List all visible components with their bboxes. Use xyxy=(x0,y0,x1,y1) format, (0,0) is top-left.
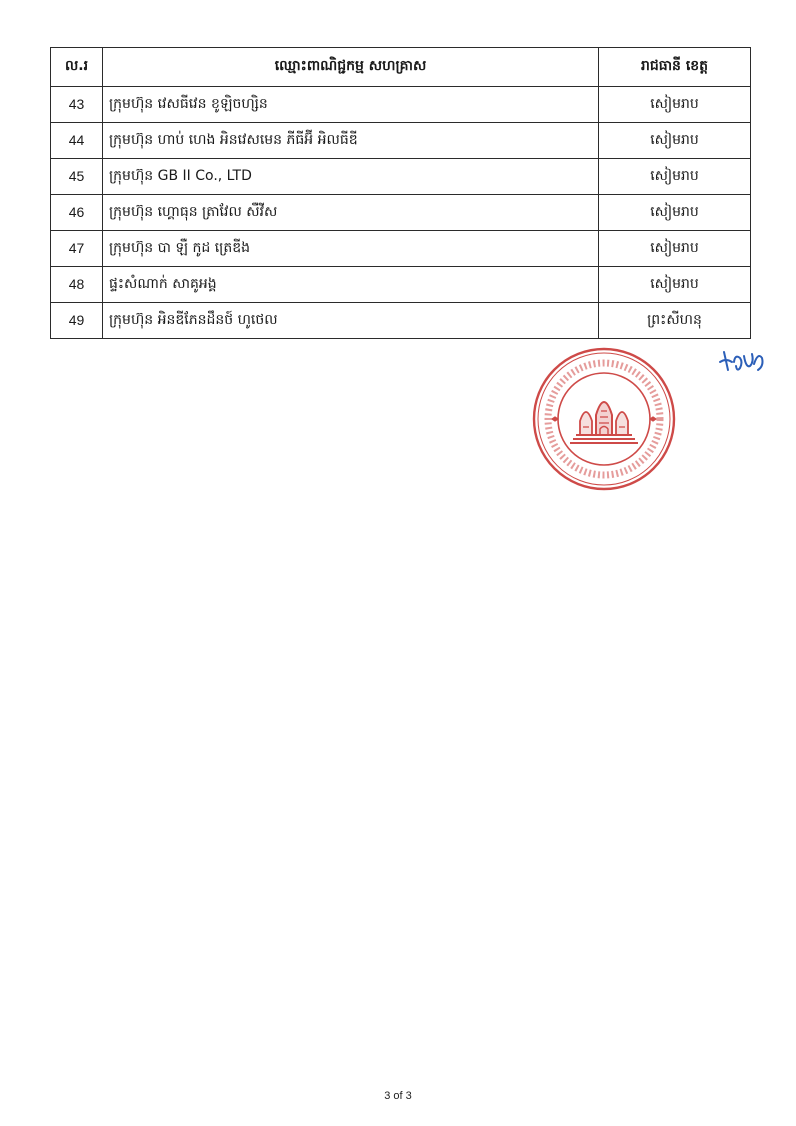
table-row xyxy=(51,195,751,231)
row-province: សៀមរាប xyxy=(599,267,751,303)
row-number: 44 xyxy=(51,123,103,159)
table-header-row xyxy=(51,48,751,87)
enterprise-table xyxy=(50,47,751,339)
row-province: សៀមរាប xyxy=(599,87,751,123)
table-row xyxy=(51,231,751,267)
row-name: ក្រុមហ៊ុន អិនឌីភែនដឹនថ៍ ហូថេល xyxy=(103,303,599,339)
row-province: សៀមរាប xyxy=(599,159,751,195)
row-name: ក្រុមហ៊ុន GB II Co., LTD xyxy=(103,159,599,195)
page-number: 3 of 3 xyxy=(384,1090,412,1102)
header-province: រាជធានី ខេត្ត xyxy=(599,48,751,87)
row-name: ក្រុមហ៊ុន ហ្គោធុន ត្រាវែល សឺវីស xyxy=(103,195,599,231)
official-seal-angkor-icon xyxy=(530,345,678,493)
row-province: សៀមរាប xyxy=(599,123,751,159)
row-number: 49 xyxy=(51,303,103,339)
row-province: សៀមរាប xyxy=(599,195,751,231)
row-number: 46 xyxy=(51,195,103,231)
row-name: ក្រុមហ៊ុន បា ឡឺ កូដ ត្រេឌីង xyxy=(103,231,599,267)
row-name: ផ្ទះសំណាក់ សាគូអង្គ xyxy=(103,267,599,303)
table-row xyxy=(51,123,751,159)
table-row xyxy=(51,303,751,339)
header-name: ឈ្មោះពាណិជ្ជកម្ម សហគ្រាស xyxy=(103,48,599,87)
row-name: ក្រុមហ៊ុន ហាប់ ហេង អិនវេសមេន ភីធីអ៊ី អិលធីឌី xyxy=(103,123,599,159)
table-row xyxy=(51,267,751,303)
row-number: 48 xyxy=(51,267,103,303)
row-number: 43 xyxy=(51,87,103,123)
table-row xyxy=(51,159,751,195)
table-row xyxy=(51,87,751,123)
row-number: 47 xyxy=(51,231,103,267)
row-number: 45 xyxy=(51,159,103,195)
row-province: ព្រះសីហនុ xyxy=(599,303,751,339)
row-province: សៀមរាប xyxy=(599,231,751,267)
row-name: ក្រុមហ៊ុន វេសធីវេន ខូឡិចហ្សិន xyxy=(103,87,599,123)
handwritten-initials-icon xyxy=(718,344,766,378)
header-number: ល.រ xyxy=(51,48,103,87)
